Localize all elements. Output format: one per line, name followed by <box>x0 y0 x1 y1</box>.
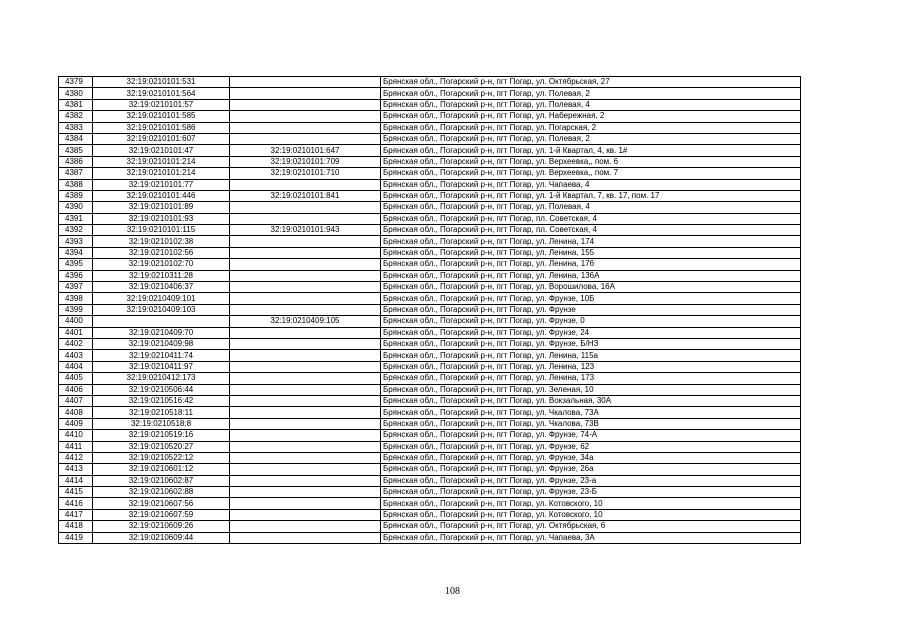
cadastral-number-cell: 32:19:0210518:8 <box>93 418 230 429</box>
cadastral-number-cell: 32:19:0210516:42 <box>93 395 230 406</box>
previous-cadastral-number-cell <box>230 111 381 122</box>
page-number: 108 <box>445 586 460 597</box>
previous-cadastral-number-cell: 32:19:0210101:709 <box>230 156 381 167</box>
cadastral-number-cell: 32:19:0210518:11 <box>93 407 230 418</box>
row-number-cell: 4395 <box>59 259 93 270</box>
table-row <box>59 145 801 156</box>
address-cell: Брянская обл., Погарский р-н, пгт Погар, ул. Фрунзе, 0 <box>381 316 801 327</box>
cadastral-number-cell: 32:19:0210609:44 <box>93 532 230 543</box>
row-number-cell: 4404 <box>59 361 93 372</box>
row-number-cell: 4412 <box>59 452 93 463</box>
table-row <box>59 509 801 520</box>
address-cell: Брянская обл., Погарский р-н, пгт Погар, ул. Чапаева, 4 <box>381 179 801 190</box>
previous-cadastral-number-cell <box>230 179 381 190</box>
cadastral-number-cell: 32:19:0210409:98 <box>93 338 230 349</box>
row-number-cell: 4400 <box>59 316 93 327</box>
address-cell: Брянская обл., Погарский р-н, пгт Погар, ул. Фрунзе, 34а <box>381 452 801 463</box>
address-cell: Брянская обл., Погарский р-н, пгт Погар, пл. Советская, 4 <box>381 213 801 224</box>
cadastral-number-cell: 32:19:0210602:87 <box>93 475 230 486</box>
table-row <box>59 202 801 213</box>
table-row <box>59 521 801 532</box>
cadastral-number-cell: 32:19:0210311:28 <box>93 270 230 281</box>
cadastral-number-cell: 32:19:0210522:12 <box>93 452 230 463</box>
row-number-cell: 4403 <box>59 350 93 361</box>
table-row <box>59 487 801 498</box>
row-number-cell: 4410 <box>59 430 93 441</box>
table-row <box>59 225 801 236</box>
row-number-cell: 4389 <box>59 190 93 201</box>
row-number-cell: 4396 <box>59 270 93 281</box>
previous-cadastral-number-cell <box>230 259 381 270</box>
row-number-cell: 4402 <box>59 338 93 349</box>
previous-cadastral-number-cell <box>230 498 381 509</box>
cadastral-number-cell: 32:19:0210101:47 <box>93 145 230 156</box>
address-cell: Брянская обл., Погарский р-н, пгт Погар, ул. Фрунзе, 26а <box>381 464 801 475</box>
previous-cadastral-number-cell <box>230 236 381 247</box>
row-number-cell: 4401 <box>59 327 93 338</box>
address-cell: Брянская обл., Погарский р-н, пгт Погар, ул. Чапаева, 3А <box>381 532 801 543</box>
previous-cadastral-number-cell <box>230 338 381 349</box>
cadastral-number-cell: 32:19:0210102:70 <box>93 259 230 270</box>
table-row <box>59 168 801 179</box>
cadastral-number-cell: 32:19:0210602:88 <box>93 487 230 498</box>
previous-cadastral-number-cell <box>230 122 381 133</box>
address-cell: Брянская обл., Погарский р-н, пгт Погар, ул. Погарская, 2 <box>381 122 801 133</box>
cadastral-number-cell: 32:19:0210101:531 <box>93 77 230 88</box>
cadastral-number-cell: 32:19:0210519:16 <box>93 430 230 441</box>
table-row <box>59 350 801 361</box>
table-row <box>59 395 801 406</box>
table-row <box>59 247 801 258</box>
previous-cadastral-number-cell <box>230 304 381 315</box>
table-row <box>59 179 801 190</box>
row-number-cell: 4407 <box>59 395 93 406</box>
cadastral-number-cell: 32:19:0210409:101 <box>93 293 230 304</box>
table-row <box>59 111 801 122</box>
cadastral-number-cell: 32:19:0210411:97 <box>93 361 230 372</box>
address-cell: Брянская обл., Погарский р-н, пгт Погар, ул. Чкалова, 73В <box>381 418 801 429</box>
previous-cadastral-number-cell <box>230 293 381 304</box>
table-row <box>59 407 801 418</box>
table-row <box>59 373 801 384</box>
previous-cadastral-number-cell <box>230 418 381 429</box>
address-cell: Брянская обл., Погарский р-н, пгт Погар, ул. Набережная, 2 <box>381 111 801 122</box>
address-cell: Брянская обл., Погарский р-н, пгт Погар, ул. Полевая, 4 <box>381 99 801 110</box>
address-cell: Брянская обл., Погарский р-н, пгт Погар, ул. Полевая, 2 <box>381 133 801 144</box>
row-number-cell: 4382 <box>59 111 93 122</box>
table-row <box>59 270 801 281</box>
cadastral-number-cell <box>93 316 230 327</box>
row-number-cell: 4391 <box>59 213 93 224</box>
address-cell: Брянская обл., Погарский р-н, пгт Погар, ул. Верхеевка,, пом. 6 <box>381 156 801 167</box>
address-cell: Брянская обл., Погарский р-н, пгт Погар, ул. Фрунзе, 74-А <box>381 430 801 441</box>
cadastral-number-cell: 32:19:0210411:74 <box>93 350 230 361</box>
cadastral-number-cell: 32:19:0210101:93 <box>93 213 230 224</box>
previous-cadastral-number-cell <box>230 373 381 384</box>
previous-cadastral-number-cell <box>230 532 381 543</box>
previous-cadastral-number-cell <box>230 213 381 224</box>
cadastral-number-cell: 32:19:0210101:77 <box>93 179 230 190</box>
cadastral-number-cell: 32:19:0210409:103 <box>93 304 230 315</box>
table-row <box>59 338 801 349</box>
table-row <box>59 259 801 270</box>
address-cell: Брянская обл., Погарский р-н, пгт Погар, ул. Ленина, 115а <box>381 350 801 361</box>
row-number-cell: 4387 <box>59 168 93 179</box>
previous-cadastral-number-cell: 32:19:0210101:841 <box>230 190 381 201</box>
address-cell: Брянская обл., Погарский р-н, пгт Погар, ул. Фрунзе, 24 <box>381 327 801 338</box>
address-cell: Брянская обл., Погарский р-н, пгт Погар, ул. Ворошилова, 16А <box>381 282 801 293</box>
address-cell: Брянская обл., Погарский р-н, пгт Погар, ул. Ленина, 136А <box>381 270 801 281</box>
cadastral-number-cell: 32:19:0210101:586 <box>93 122 230 133</box>
cadastral-number-cell: 32:19:0210101:585 <box>93 111 230 122</box>
table-row <box>59 236 801 247</box>
table-row <box>59 316 801 327</box>
table-row <box>59 452 801 463</box>
cadastral-number-cell: 32:19:0210101:57 <box>93 99 230 110</box>
table-row <box>59 156 801 167</box>
cadastral-number-cell: 32:19:0210101:115 <box>93 225 230 236</box>
address-cell: Брянская обл., Погарский р-н, пгт Погар, ул. Котовского, 10 <box>381 509 801 520</box>
table-row <box>59 77 801 88</box>
address-cell: Брянская обл., Погарский р-н, пгт Погар, ул. Фрунзе <box>381 304 801 315</box>
address-cell: Брянская обл., Погарский р-н, пгт Погар, ул. 1-й Квартал, 7, кв. 17, пом. 17 <box>381 190 801 201</box>
address-cell: Брянская обл., Погарский р-н, пгт Погар, ул. Фрунзе, Б/НЗ <box>381 338 801 349</box>
address-cell: Брянская обл., Погарский р-н, пгт Погар, ул. Ленина, 173 <box>381 373 801 384</box>
row-number-cell: 4416 <box>59 498 93 509</box>
cadastral-number-cell: 32:19:0210101:214 <box>93 156 230 167</box>
row-number-cell: 4409 <box>59 418 93 429</box>
row-number-cell: 4388 <box>59 179 93 190</box>
table-row <box>59 133 801 144</box>
cadastral-number-cell: 32:19:0210601:12 <box>93 464 230 475</box>
row-number-cell: 4414 <box>59 475 93 486</box>
address-cell: Брянская обл., Погарский р-н, пгт Погар, ул. Верхеевка,, пом. 7 <box>381 168 801 179</box>
row-number-cell: 4386 <box>59 156 93 167</box>
address-cell: Брянская обл., Погарский р-н, пгт Погар, ул. Ленина, 176 <box>381 259 801 270</box>
row-number-cell: 4415 <box>59 487 93 498</box>
cadastral-number-cell: 32:19:0210506:44 <box>93 384 230 395</box>
row-number-cell: 4417 <box>59 509 93 520</box>
previous-cadastral-number-cell <box>230 270 381 281</box>
cadastral-number-cell: 32:19:0210607:56 <box>93 498 230 509</box>
table-row <box>59 498 801 509</box>
row-number-cell: 4413 <box>59 464 93 475</box>
previous-cadastral-number-cell <box>230 395 381 406</box>
row-number-cell: 4385 <box>59 145 93 156</box>
table-row <box>59 361 801 372</box>
previous-cadastral-number-cell: 32:19:0210101:647 <box>230 145 381 156</box>
cadastral-number-cell: 32:19:0210409:70 <box>93 327 230 338</box>
previous-cadastral-number-cell <box>230 133 381 144</box>
cadastral-number-cell: 32:19:0210101:607 <box>93 133 230 144</box>
row-number-cell: 4411 <box>59 441 93 452</box>
cadastral-number-cell: 32:19:0210101:89 <box>93 202 230 213</box>
table-row <box>59 532 801 543</box>
previous-cadastral-number-cell: 32:19:0210101:710 <box>230 168 381 179</box>
row-number-cell: 4394 <box>59 247 93 258</box>
table-row <box>59 213 801 224</box>
row-number-cell: 4398 <box>59 293 93 304</box>
table-row <box>59 475 801 486</box>
cadastral-number-cell: 32:19:0210102:38 <box>93 236 230 247</box>
previous-cadastral-number-cell <box>230 509 381 520</box>
row-number-cell: 4397 <box>59 282 93 293</box>
row-number-cell: 4384 <box>59 133 93 144</box>
previous-cadastral-number-cell <box>230 487 381 498</box>
address-cell: Брянская обл., Погарский р-н, пгт Погар, ул. Ленина, 174 <box>381 236 801 247</box>
address-cell: Брянская обл., Погарский р-н, пгт Погар, ул. Ленина, 123 <box>381 361 801 372</box>
table-row <box>59 327 801 338</box>
address-cell: Брянская обл., Погарский р-н, пгт Погар, ул. Чкалова, 73А <box>381 407 801 418</box>
row-number-cell: 4406 <box>59 384 93 395</box>
row-number-cell: 4390 <box>59 202 93 213</box>
cadastral-number-cell: 32:19:0210520:27 <box>93 441 230 452</box>
table-row <box>59 282 801 293</box>
cadastral-number-cell: 32:19:0210607:59 <box>93 509 230 520</box>
row-number-cell: 4393 <box>59 236 93 247</box>
table-row <box>59 430 801 441</box>
cadastral-number-cell: 32:19:0210406:37 <box>93 282 230 293</box>
table-row <box>59 190 801 201</box>
address-cell: Брянская обл., Погарский р-н, пгт Погар, ул. Полевая, 2 <box>381 88 801 99</box>
address-cell: Брянская обл., Погарский р-н, пгт Погар, ул. Октябрьская, 6 <box>381 521 801 532</box>
table-row <box>59 464 801 475</box>
table-row <box>59 441 801 452</box>
table-row <box>59 293 801 304</box>
previous-cadastral-number-cell <box>230 384 381 395</box>
registry-table <box>58 76 801 544</box>
previous-cadastral-number-cell <box>230 99 381 110</box>
address-cell: Брянская обл., Погарский р-н, пгт Погар, ул. Котовского, 10 <box>381 498 801 509</box>
table-row <box>59 304 801 315</box>
cadastral-number-cell: 32:19:0210412:173 <box>93 373 230 384</box>
previous-cadastral-number-cell <box>230 441 381 452</box>
row-number-cell: 4380 <box>59 88 93 99</box>
previous-cadastral-number-cell <box>230 247 381 258</box>
previous-cadastral-number-cell <box>230 282 381 293</box>
row-number-cell: 4418 <box>59 521 93 532</box>
table-row <box>59 418 801 429</box>
cadastral-number-cell: 32:19:0210101:564 <box>93 88 230 99</box>
cadastral-number-cell: 32:19:0210101:214 <box>93 168 230 179</box>
previous-cadastral-number-cell <box>230 475 381 486</box>
row-number-cell: 4399 <box>59 304 93 315</box>
row-number-cell: 4383 <box>59 122 93 133</box>
cadastral-number-cell: 32:19:0210101:446 <box>93 190 230 201</box>
row-number-cell: 4392 <box>59 225 93 236</box>
previous-cadastral-number-cell <box>230 521 381 532</box>
address-cell: Брянская обл., Погарский р-н, пгт Погар, ул. Зеленая, 10 <box>381 384 801 395</box>
address-cell: Брянская обл., Погарский р-н, пгт Погар, ул. 1-й Квартал, 4, кв. 1# <box>381 145 801 156</box>
previous-cadastral-number-cell <box>230 361 381 372</box>
address-cell: Брянская обл., Погарский р-н, пгт Погар, ул. Фрунзе, 62 <box>381 441 801 452</box>
address-cell: Брянская обл., Погарский р-н, пгт Погар, ул. Октябрьская, 27 <box>381 77 801 88</box>
row-number-cell: 4419 <box>59 532 93 543</box>
previous-cadastral-number-cell <box>230 327 381 338</box>
address-cell: Брянская обл., Погарский р-н, пгт Погар, ул. Фрунзе, 10Б <box>381 293 801 304</box>
previous-cadastral-number-cell <box>230 407 381 418</box>
previous-cadastral-number-cell <box>230 77 381 88</box>
table-row <box>59 88 801 99</box>
table-row <box>59 384 801 395</box>
row-number-cell: 4405 <box>59 373 93 384</box>
previous-cadastral-number-cell <box>230 452 381 463</box>
table-row <box>59 122 801 133</box>
row-number-cell: 4381 <box>59 99 93 110</box>
previous-cadastral-number-cell <box>230 350 381 361</box>
cadastral-number-cell: 32:19:0210609:26 <box>93 521 230 532</box>
previous-cadastral-number-cell <box>230 88 381 99</box>
previous-cadastral-number-cell: 32:19:0210101:943 <box>230 225 381 236</box>
address-cell: Брянская обл., Погарский р-н, пгт Погар, пл. Советская, 4 <box>381 225 801 236</box>
row-number-cell: 4408 <box>59 407 93 418</box>
address-cell: Брянская обл., Погарский р-н, пгт Погар, ул. Фрунзе, 23-Б <box>381 487 801 498</box>
row-number-cell: 4379 <box>59 77 93 88</box>
address-cell: Брянская обл., Погарский р-н, пгт Погар, ул. Фрунзе, 23-а <box>381 475 801 486</box>
previous-cadastral-number-cell <box>230 202 381 213</box>
address-cell: Брянская обл., Погарский р-н, пгт Погар, ул. Вокзальная, 30А <box>381 395 801 406</box>
previous-cadastral-number-cell <box>230 430 381 441</box>
table-row <box>59 99 801 110</box>
address-cell: Брянская обл., Погарский р-н, пгт Погар, ул. Ленина, 155 <box>381 247 801 258</box>
previous-cadastral-number-cell: 32:19:0210409:105 <box>230 316 381 327</box>
registry-table-body <box>59 77 801 544</box>
previous-cadastral-number-cell <box>230 464 381 475</box>
address-cell: Брянская обл., Погарский р-н, пгт Погар, ул. Полевая, 4 <box>381 202 801 213</box>
cadastral-number-cell: 32:19:0210102:56 <box>93 247 230 258</box>
